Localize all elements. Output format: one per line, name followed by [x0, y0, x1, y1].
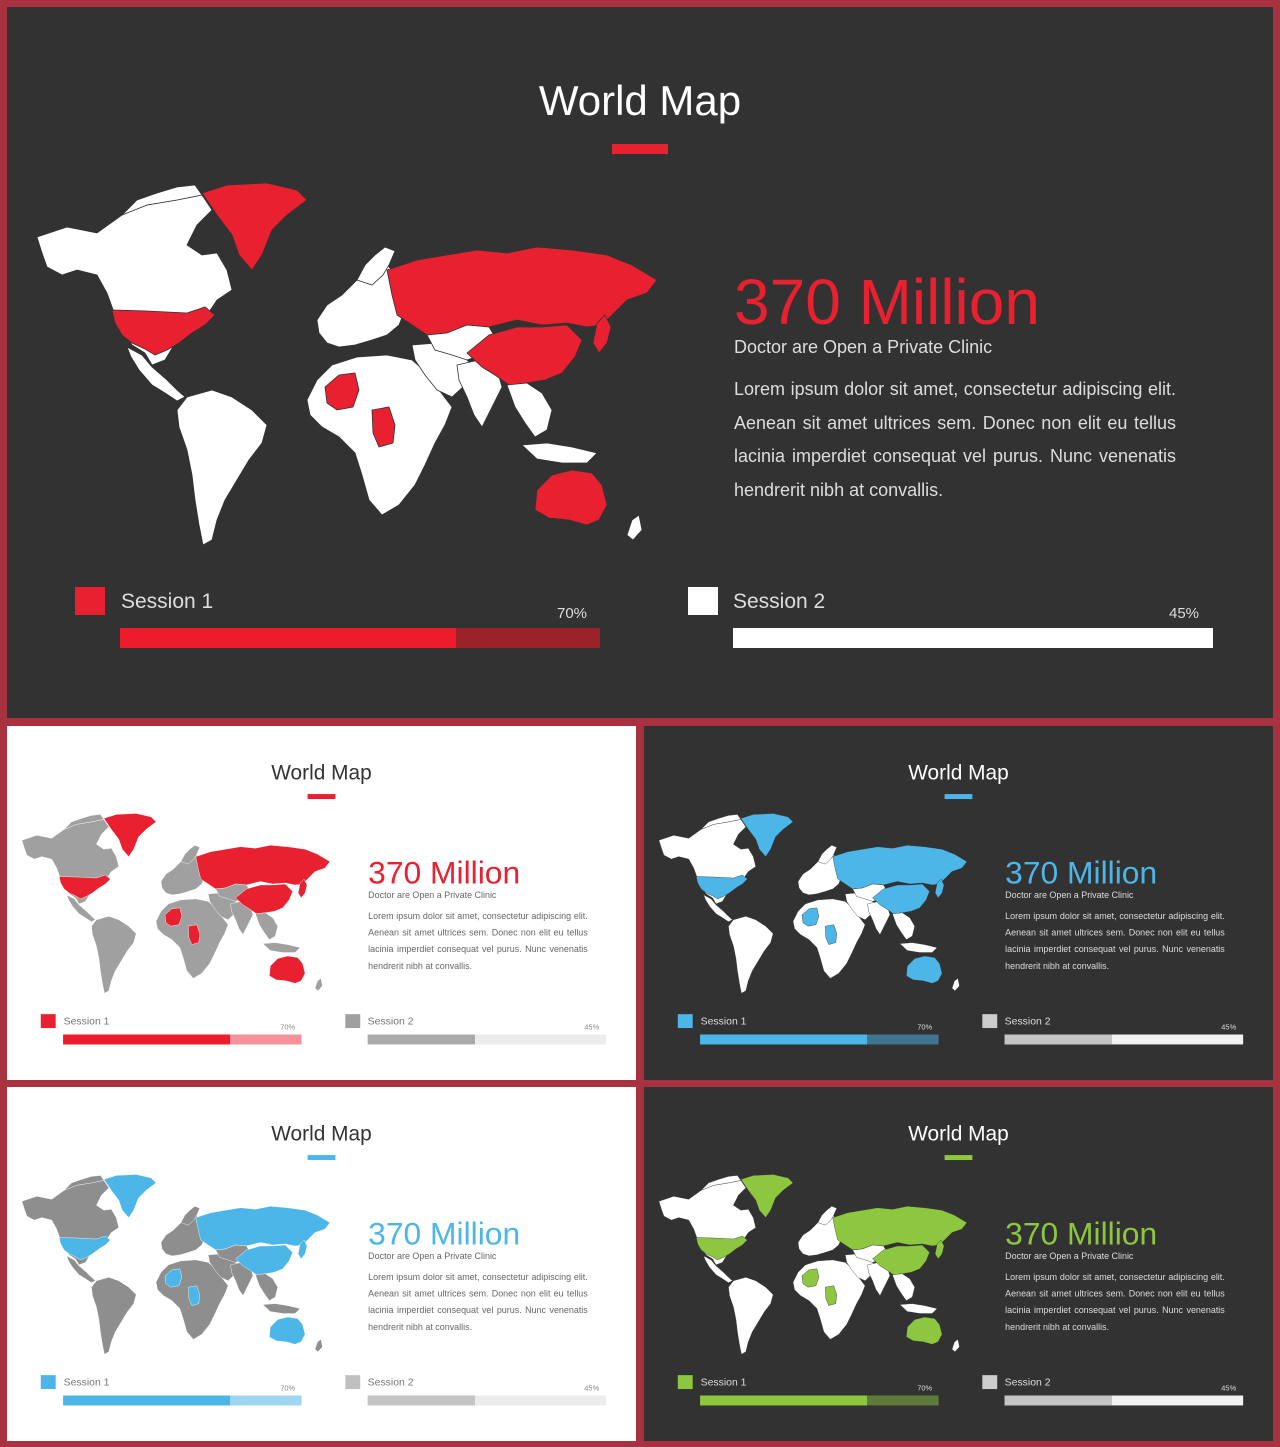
- session-1-label: Session 1: [63, 1015, 110, 1028]
- map-russia: [196, 1206, 330, 1250]
- session-2-label: Session 2: [1004, 1015, 1051, 1028]
- slide-main: [7, 7, 1273, 718]
- title-underline: [945, 1155, 973, 1160]
- map-southeast-asia: [507, 383, 552, 437]
- slide-title: World Map: [908, 760, 1009, 785]
- session-2-progress-track: [1005, 1396, 1243, 1406]
- headline-number: 370 Million: [1005, 854, 1158, 891]
- title-underline: [945, 794, 973, 799]
- slide-title: World Map: [271, 760, 372, 785]
- session-2-progress-fill: [1005, 1396, 1112, 1406]
- session-2-label: Session 2: [367, 1015, 414, 1028]
- session-2-progress-track: [368, 1035, 606, 1045]
- session-2-swatch: [345, 1375, 360, 1389]
- map-russia: [196, 845, 330, 889]
- headline-number: 370 Million: [368, 854, 521, 891]
- session-1-swatch: [41, 1375, 56, 1389]
- slide-canvas: [644, 726, 1273, 1079]
- session-2-percent: 45%: [1221, 1384, 1237, 1393]
- session-1-label: Session 1: [700, 1015, 747, 1028]
- map-south-america: [177, 390, 267, 545]
- session-2-progress-fill: [1005, 1035, 1112, 1045]
- session-2-percent: 45%: [1221, 1023, 1237, 1032]
- map-russia: [387, 247, 657, 335]
- world-map: [654, 809, 972, 1000]
- slide-title: World Map: [538, 77, 742, 124]
- session-2-progress-fill: [368, 1396, 475, 1406]
- headline-number: 370 Million: [734, 266, 1040, 338]
- map-southeast-asia: [255, 913, 277, 940]
- slide-variant-blue-light: [7, 1087, 636, 1441]
- session-2-progress-track: [1005, 1035, 1243, 1045]
- slide-canvas: [7, 1087, 636, 1440]
- map-indonesia: [263, 1304, 300, 1314]
- session-2-progress-fill: [368, 1035, 475, 1045]
- title-underline: [612, 144, 668, 154]
- map-new-zealand: [627, 515, 642, 540]
- session-1-percent: 70%: [280, 1023, 296, 1032]
- slide-variant-green-dark: [644, 1087, 1273, 1441]
- session-1-swatch: [75, 587, 105, 615]
- session-2-swatch: [688, 587, 718, 615]
- map-australia: [906, 956, 942, 983]
- session-1-progress-track: [700, 1035, 938, 1045]
- map-australia: [906, 1317, 942, 1344]
- session-1-progress-track: [120, 628, 600, 648]
- body-paragraph: Lorem ipsum dolor sit amet, consectetur adipiscing elit. Aenean sit amet ultrices sem. Donec non elit eu tellus lacinia imperdiet consequat vel purus. Nunc venenatis hendrerit nibh at convallis.: [368, 1271, 588, 1332]
- session-1-progress-track: [700, 1396, 938, 1406]
- session-2-label: Session 2: [367, 1376, 414, 1389]
- map-indonesia: [900, 943, 937, 953]
- title-underline: [308, 1155, 336, 1160]
- slide-canvas: [644, 1087, 1273, 1440]
- world-map: [654, 1170, 972, 1361]
- map-southeast-asia: [255, 1274, 277, 1301]
- session-2-swatch: [982, 1375, 997, 1389]
- session-1-progress-fill: [63, 1035, 230, 1045]
- session-1-label: Session 1: [63, 1376, 110, 1389]
- session-2-swatch: [982, 1014, 997, 1028]
- headline-number: 370 Million: [368, 1215, 521, 1252]
- session-1-progress-fill: [63, 1396, 230, 1406]
- session-2-percent: 45%: [584, 1023, 600, 1032]
- session-2-percent: 45%: [1169, 605, 1200, 622]
- body-paragraph: Lorem ipsum dolor sit amet, consectetur adipiscing elit. Aenean sit amet ultrices sem. Donec non elit eu tellus lacinia imperdiet consequat vel purus. Nunc venenatis hendrerit nibh at convallis.: [1005, 910, 1225, 971]
- headline-subtitle: Doctor are Open a Private Clinic: [1005, 1250, 1134, 1261]
- session-1-swatch: [678, 1014, 693, 1028]
- map-indonesia: [522, 443, 597, 463]
- session-1-progress-track: [63, 1035, 301, 1045]
- map-new-zealand: [315, 978, 322, 990]
- body-paragraph: Lorem ipsum dolor sit amet, consectetur adipiscing elit. Aenean sit amet ultrices sem. Donec non elit eu tellus lacinia imperdiet consequat vel purus. Nunc venenatis hendrerit nibh at convallis.: [368, 910, 588, 971]
- map-southeast-asia: [892, 913, 914, 940]
- map-south-america: [91, 1277, 136, 1354]
- slide-title: World Map: [271, 1121, 372, 1146]
- map-southeast-asia: [892, 1274, 914, 1301]
- headline-subtitle: Doctor are Open a Private Clinic: [368, 889, 497, 900]
- map-indonesia: [263, 943, 300, 953]
- session-1-percent: 70%: [917, 1023, 933, 1032]
- headline-number: 370 Million: [1005, 1215, 1158, 1252]
- map-australia: [269, 1317, 305, 1344]
- session-1-percent: 70%: [557, 605, 588, 622]
- session-2-progress-track: [368, 1396, 606, 1406]
- map-new-zealand: [315, 1339, 322, 1351]
- session-1-percent: 70%: [280, 1384, 296, 1393]
- map-south-america: [728, 916, 773, 993]
- map-russia: [833, 1206, 967, 1250]
- session-1-swatch: [41, 1014, 56, 1028]
- session-1-progress-fill: [700, 1396, 867, 1406]
- headline-subtitle: Doctor are Open a Private Clinic: [368, 1250, 497, 1261]
- world-map: [17, 809, 335, 1000]
- world-map: [27, 175, 667, 560]
- session-2-progress-fill: [733, 628, 949, 648]
- body-paragraph: Lorem ipsum dolor sit amet, consectetur adipiscing elit. Aenean sit amet ultrices sem. Donec non elit eu tellus lacinia imperdiet consequat vel purus. Nunc venenatis hendrerit nibh at convallis.: [734, 379, 1176, 500]
- session-2-label: Session 2: [1004, 1376, 1051, 1389]
- slide-title: World Map: [908, 1121, 1009, 1146]
- headline-subtitle: Doctor are Open a Private Clinic: [1005, 889, 1134, 900]
- map-indonesia: [900, 1304, 937, 1314]
- session-1-percent: 70%: [917, 1384, 933, 1393]
- session-1-label: Session 1: [700, 1376, 747, 1389]
- slide-canvas: [7, 7, 1273, 718]
- session-1-swatch: [678, 1375, 693, 1389]
- body-paragraph: Lorem ipsum dolor sit amet, consectetur adipiscing elit. Aenean sit amet ultrices sem. Donec non elit eu tellus lacinia imperdiet consequat vel purus. Nunc venenatis hendrerit nibh at convallis.: [1005, 1271, 1225, 1332]
- session-1-progress-fill: [700, 1035, 867, 1045]
- map-new-zealand: [952, 978, 959, 990]
- map-new-zealand: [952, 1339, 959, 1351]
- world-map: [17, 1170, 335, 1361]
- map-south-america: [91, 916, 136, 993]
- session-2-percent: 45%: [584, 1384, 600, 1393]
- session-2-swatch: [345, 1014, 360, 1028]
- headline-subtitle: Doctor are Open a Private Clinic: [734, 337, 993, 357]
- session-1-progress-fill: [120, 628, 456, 648]
- session-2-progress-track: [733, 628, 1213, 648]
- map-russia: [833, 845, 967, 889]
- map-australia: [269, 956, 305, 983]
- map-australia: [535, 470, 607, 525]
- slide-canvas: [7, 726, 636, 1079]
- slide-variant-red-light: [7, 726, 636, 1080]
- session-1-progress-track: [63, 1396, 301, 1406]
- map-south-america: [728, 1277, 773, 1354]
- session-1-label: Session 1: [121, 590, 214, 613]
- title-underline: [308, 794, 336, 799]
- session-2-label: Session 2: [733, 590, 826, 613]
- slide-variant-blue-dark: [644, 726, 1273, 1080]
